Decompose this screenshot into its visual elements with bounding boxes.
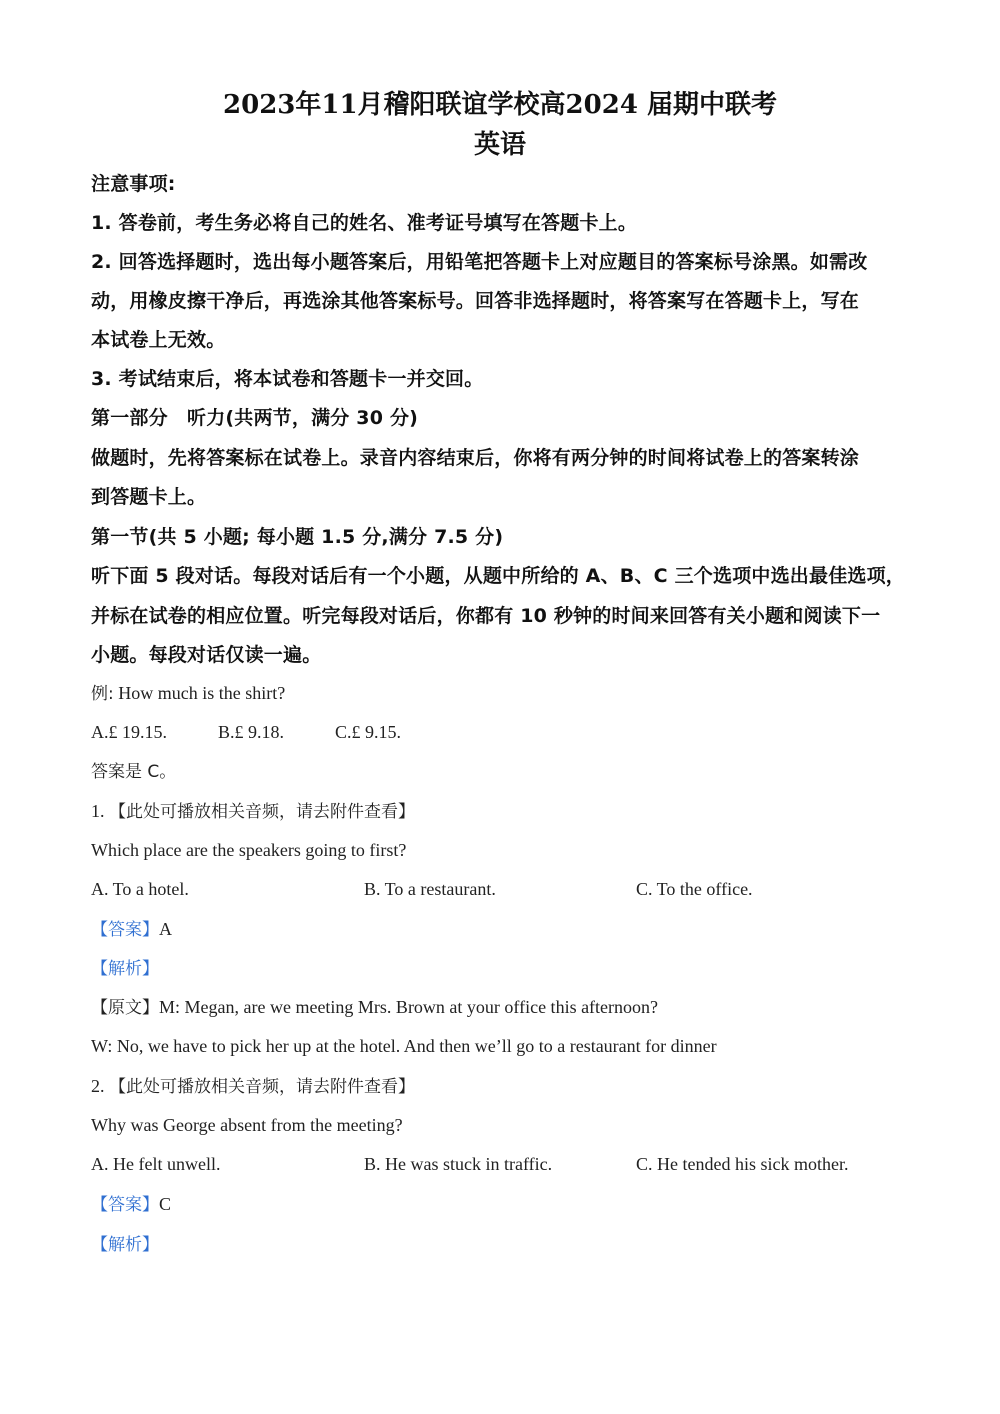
question-1-answer: A xyxy=(159,919,172,939)
question-1-header xyxy=(91,799,415,824)
section1-heading: 第一节(共 5 小题; 每小题 1.5 分,满分 7.5 分) xyxy=(91,526,504,548)
question-1-text: Which place are the speakers going to first? xyxy=(91,840,407,860)
notice-item-1: 1. 答卷前，考生务必将自己的姓名、准考证号填写在答题卡上。 xyxy=(91,212,638,234)
question-1-answer-line xyxy=(91,917,172,942)
section1-instruction-line-3: 小题。每段对话仅读一遍。 xyxy=(91,644,322,666)
example-answer: 答案是 C。 xyxy=(91,762,177,782)
part1-heading: 第一部分 听力(共两节，满分 30 分) xyxy=(91,407,419,429)
part1-instruction-line-2: 到答题卡上。 xyxy=(91,486,207,508)
question-2-option-a: A. He felt unwell. xyxy=(91,1154,221,1174)
example-option-c: C.£ 9.15. xyxy=(335,722,402,742)
question-1-option-b: B. To a restaurant. xyxy=(364,879,496,899)
example-option-a: A.£ 19.15. xyxy=(91,722,167,742)
question-1-number: 1. xyxy=(91,801,105,821)
question-2-option-b: B. He was stuck in traffic. xyxy=(364,1154,553,1174)
example-option-b: B.£ 9.18. xyxy=(218,722,285,742)
question-1-analysis-line xyxy=(91,956,159,981)
question-2-answer-line xyxy=(91,1192,171,1217)
question-2-header xyxy=(91,1074,415,1099)
question-1-original-line-1 xyxy=(91,995,658,1020)
question-2-number: 2. xyxy=(91,1076,105,1096)
question-1-original-text-1: M: Megan, are we meeting Mrs. Brown at your office this afternoon? xyxy=(159,997,659,1017)
section1-instruction-line-2: 并标在试卷的相应位置。听完每段对话后，你都有 10 秒钟的时间来回答有关小题和阅读下一 xyxy=(91,605,881,627)
part1-instruction-line-1: 做题时，先将答案标在试卷上。录音内容结束后，你将有两分钟的时间将试卷上的答案转涂 xyxy=(91,447,860,469)
question-1-original-line-2: W: No, we have to pick her up at the hotel. And then we’ll go to a restaurant for dinner xyxy=(91,1036,717,1056)
question-1-answer-tag: 【答案】 xyxy=(91,920,159,940)
notice-item-2-line-3: 本试卷上无效。 xyxy=(91,329,226,351)
notice-heading: 注意事项: xyxy=(91,173,176,195)
section1-instruction-line-1: 听下面 5 段对话。每段对话后有一个小题，从题中所给的 A、B、C 三个选项中选出最佳选项， xyxy=(91,565,906,587)
question-2-audio-note: 【此处可播放相关音频，请去附件查看】 xyxy=(109,1077,415,1097)
question-2-option-c: C. He tended his sick mother. xyxy=(636,1154,849,1174)
notice-item-2-line-2: 动，用橡皮擦干净后，再选涂其他答案标号。回答非选择题时，将答案写在答题卡上，写在 xyxy=(91,290,860,312)
subject-title: 英语 xyxy=(473,130,526,160)
question-2-answer: C xyxy=(159,1194,172,1214)
question-2-answer-tag: 【答案】 xyxy=(91,1195,159,1215)
question-2-analysis-line xyxy=(91,1232,159,1257)
example-question: How much is the shirt? xyxy=(118,683,286,703)
question-2-text: Why was George absent from the meeting? xyxy=(91,1115,403,1135)
question-1-option-a: A. To a hotel. xyxy=(91,879,189,899)
question-1-audio-note: 【此处可播放相关音频，请去附件查看】 xyxy=(109,802,415,822)
question-1-analysis-tag: 【解析】 xyxy=(91,959,159,979)
question-1-option-c: C. To the office. xyxy=(636,879,753,899)
question-1-original-tag: 【原文】 xyxy=(91,998,159,1018)
exam-title: 2023年11月稽阳联谊学校高2024 届期中联考 xyxy=(223,90,777,120)
question-2-analysis-tag: 【解析】 xyxy=(91,1235,159,1255)
example-prefix: 例: xyxy=(91,684,114,704)
example-question-line xyxy=(91,681,285,706)
notice-item-3: 3. 考试结束后，将本试卷和答题卡一并交回。 xyxy=(91,368,484,390)
notice-item-2-line-1: 2. 回答选择题时，选出每小题答案后，用铅笔把答题卡上对应题目的答案标号涂黑。如需改 xyxy=(91,251,868,273)
